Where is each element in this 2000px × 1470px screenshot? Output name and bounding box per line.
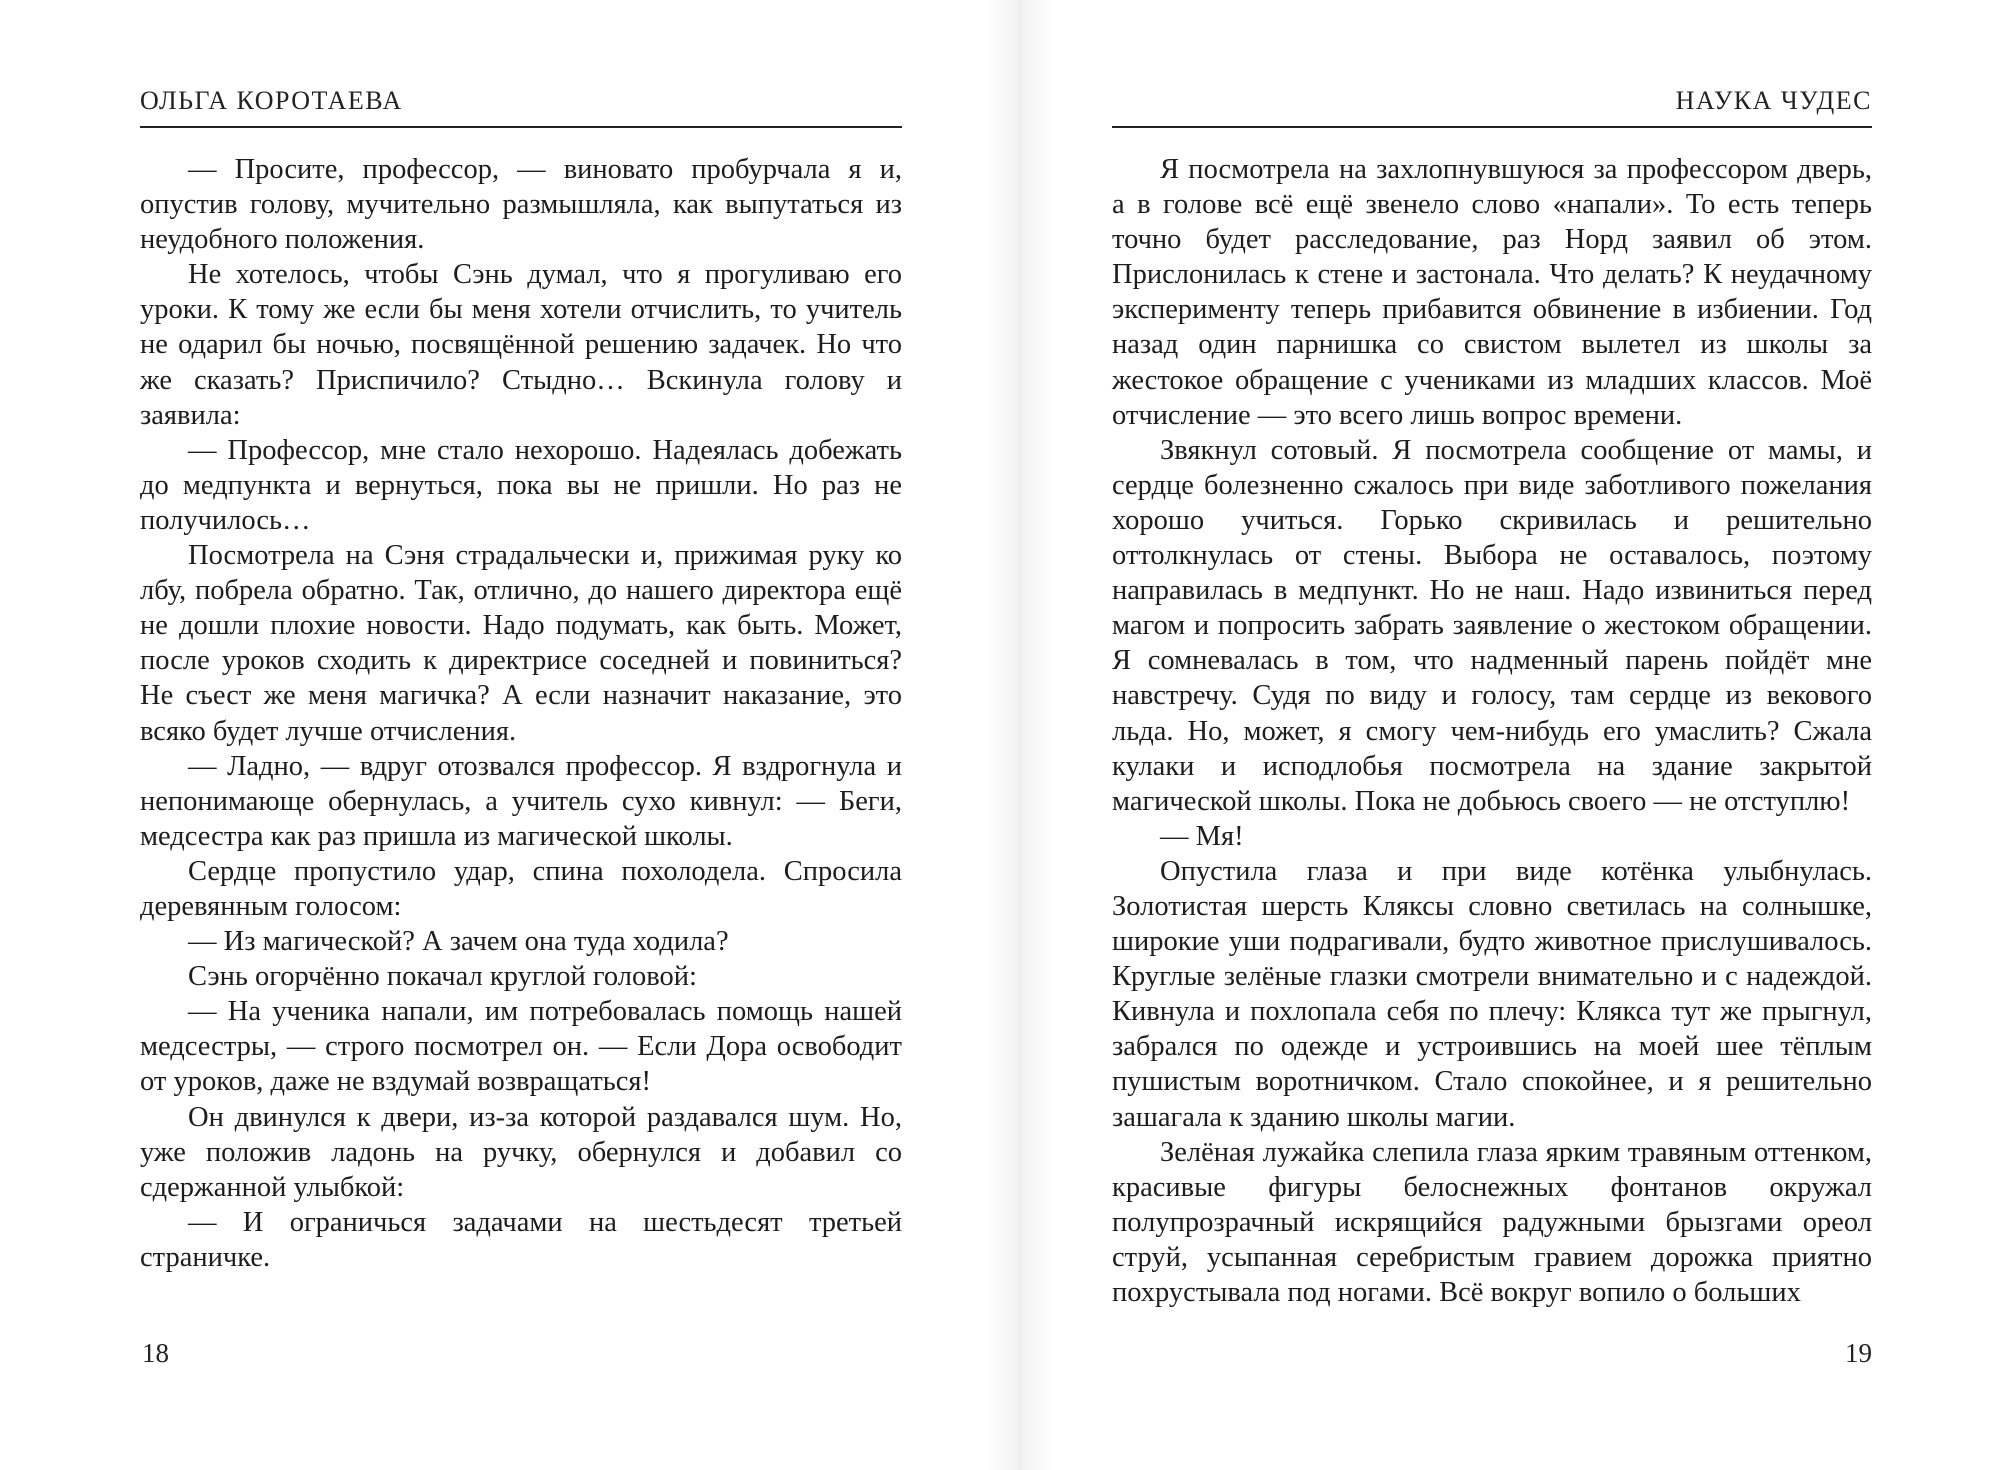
right-page-text [1112,152,1872,1310]
left-running-head: ОЛЬГА КОРОТАЕВА [140,86,403,115]
paragraph: — Просите, профессор, — виновато пробурчала я и, опустив голову, мучительно размышляла, как выпутаться из неудобного положения. [140,154,902,256]
paragraph: — И ограничься задачами на шестьдесят третьей страничке. [140,1206,902,1273]
paragraph: — Из магической? А зачем она туда ходила? [188,926,729,958]
paragraph: Опустила глаза и при виде котёнка улыбнулась. Золотистая шерсть Кляксы словно светилась на солнышке, широкие уши подрагивали, будто животное прислушивалось. Круглые зелёные глазки смотрели внимательно и с надеждой. Кивнула и похлопала себя по плечу: Клякса тут же прыгнул, забрался по одежде и устроившись на моей шее тёплым пушистым воротничком. Стало спокойнее, и я решительно зашагала к зданию школы магии. [1112,855,1872,1133]
left-page [0,0,990,1470]
right-header-rule [1112,126,1872,128]
book-gutter [985,0,1055,1470]
paragraph: Сэнь огорчённо покачал круглой головой: [188,961,697,993]
paragraph: — Ладно, — вдруг отозвался профессор. Я вздрогнула и непонимающе обернулась, а учитель сухо кивнул: — Беги, медсестра как раз пришла из магической школы. [140,750,902,852]
left-page-number: 18 [142,1338,169,1368]
paragraph: — Мя! [1160,820,1244,852]
paragraph: Я посмотрела на захлопнувшуюся за профессором дверь, а в голове всё ещё звенело слово «напали». То есть теперь точно будет расследование, раз Норд заявил об этом. Прислонилась к стене и застонала. Что делать? К неудачному эксперименту теперь прибавится обвинение в избиении. Год назад один парнишка со свистом вылетел из школы за жестокое обращение с учениками из младших классов. Моё отчисление — это всего лишь вопрос времени. [1112,154,1872,431]
left-page-text [140,152,902,1275]
paragraph: Не хотелось, чтобы Сэнь думал, что я прогуливаю его уроки. К тому же если бы меня хотели отчислить, то учитель не одарил бы ночью, посвящённой решению задачек. Но что же сказать? Приспичило? Стыдно… Вскинула голову и заявила: [140,259,902,431]
paragraph: Он двинулся к двери, из-за которой раздавался шум. Но, уже положив ладонь на ручку, обернулся и добавил со сдержанной улыбкой: [140,1101,902,1203]
paragraph: — Профессор, мне стало нехорошо. Надеялась добежать до медпункта и вернуться, пока вы не пришли. Но раз не получилось… [140,434,902,536]
paragraph: Посмотрела на Сэня страдальчески и, прижимая руку ко лбу, побрела обратно. Так, отлично, до нашего директора ещё не дошли плохие новости. Надо подумать, как быть. Может, после уроков сходить к директрисе соседней и повиниться? Не съест же меня магичка? А если назначит наказание, это всяко будет лучше отчисления. [140,540,902,747]
right-running-head: НАУКА ЧУДЕС [1675,86,1872,115]
paragraph: Звякнул сотовый. Я посмотрела сообщение от мамы, и сердце болезненно сжалось при виде заботливого пожелания хорошо учиться. Горько скривилась и решительно оттолкнулась от стены. Выбора не оставалось, поэтому направилась в медпункт. Но не наш. Надо извиниться перед магом и попросить забрать заявление о жестоком обращении. Я сомневалась в том, что надменный парень пойдёт мне навстречу. Судя по виду и голосу, там сердце из векового льда. Но, может, я смогу чем-нибудь его умаслить? Сжала кулаки и исподлобья посмотрела на здание закрытой магической школы. Пока не добьюсь своего — не отступлю! [1112,434,1872,817]
paragraph: Зелёная лужайка слепила глаза ярким травяным оттенком, красивые фигуры белоснежных фонтанов окружал полупрозрачный искрящийся радужными брызгами ореол струй, усыпанная серебристым гравием дорожка приятно похрустывала под ногами. Всё вокруг вопило о больших [1112,1136,1872,1308]
right-page-number: 19 [1845,1338,1872,1368]
right-page [1050,0,2000,1470]
left-header-rule [140,126,902,128]
paragraph: — На ученика напали, им потребовалась помощь нашей медсестры, — строго посмотрел он. — Если Дора освободит от уроков, даже не вздумай возвращаться! [140,996,902,1098]
paragraph: Сердце пропустило удар, спина похолодела. Спросила деревянным голосом: [140,855,902,922]
